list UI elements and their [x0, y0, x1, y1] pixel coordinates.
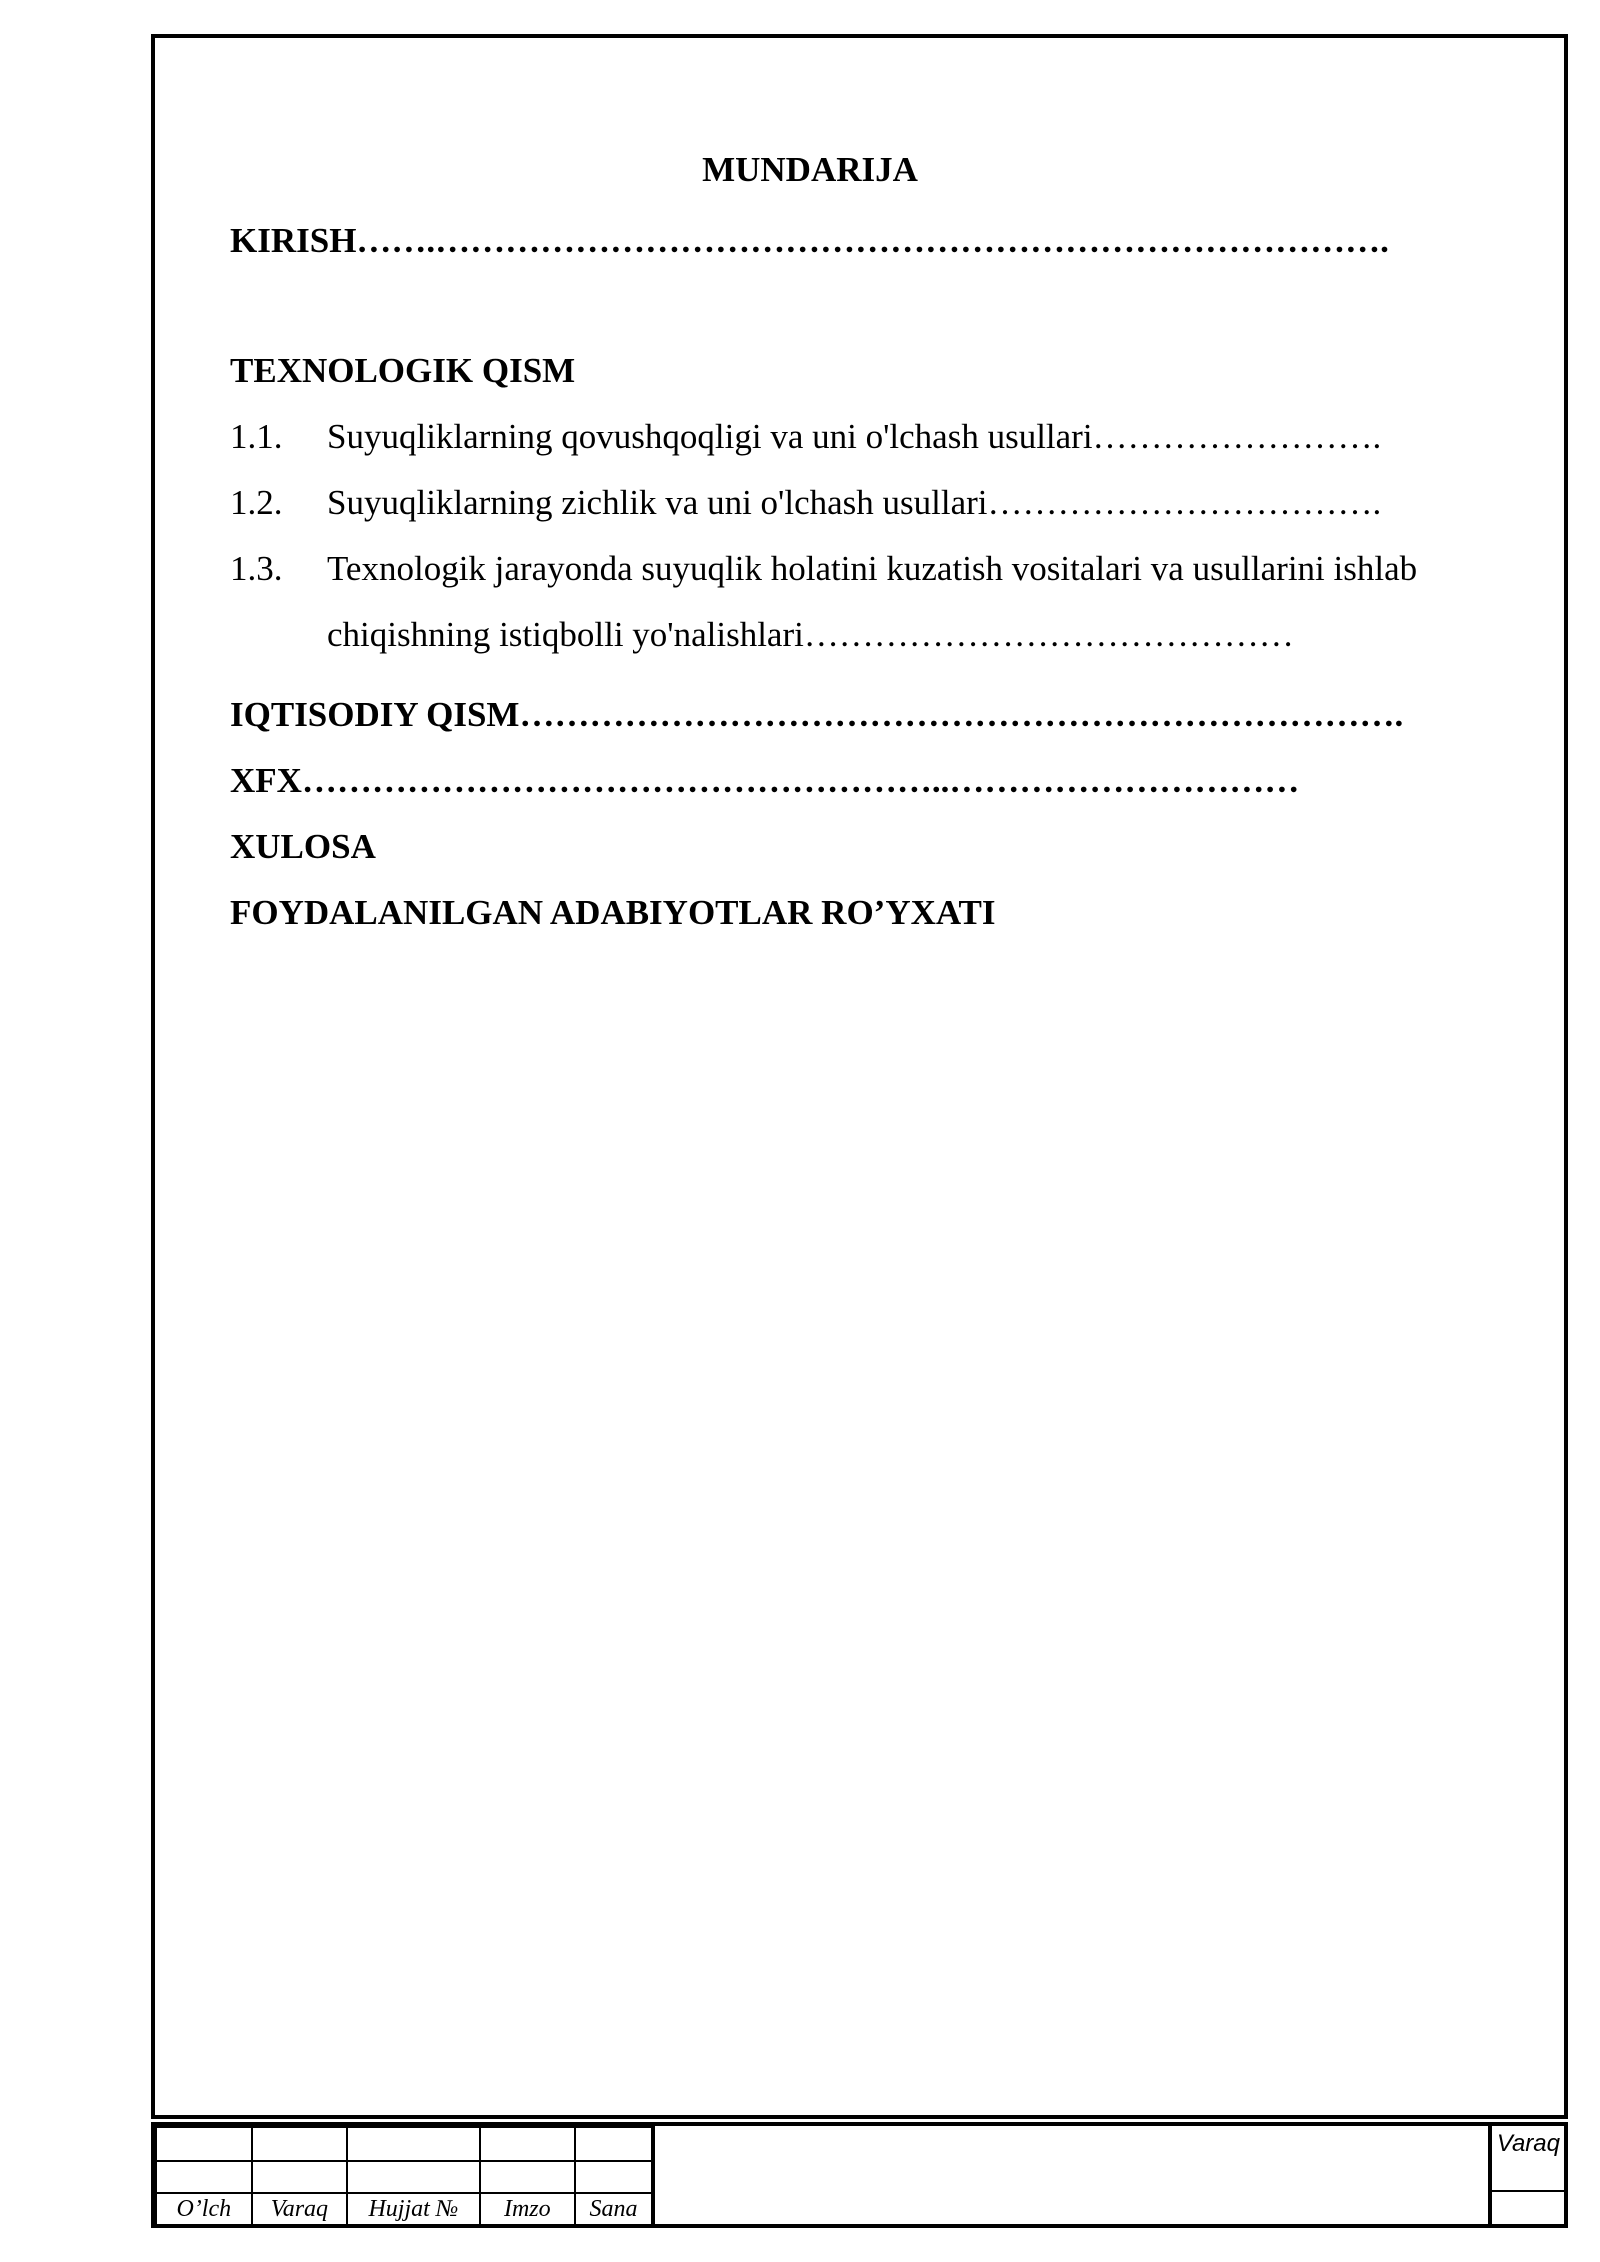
page-title: MUNDARIJA — [702, 150, 918, 189]
sheet-number-box — [1488, 2126, 1564, 2224]
stamp-grid — [155, 2126, 655, 2226]
stamp-header-varaq: Varaq — [252, 2193, 348, 2225]
toc-entry-kirish: KIRISH…….………………………………………………………………………. — [230, 221, 1389, 260]
stamp-header-olch: O’lch — [156, 2193, 252, 2225]
toc-subentry-number: 1.1. — [230, 417, 283, 456]
toc-subentry-text: Texnologik jarayonda suyuqlik holatini kuzatish vositalari va usullarini ishlab chiqishning istiqbolli yo'nalishlari…………………………………… — [327, 549, 1418, 654]
toc-subentry-1-2 — [230, 470, 1530, 536]
toc-subentry-number: 1.2. — [230, 483, 283, 522]
stamp-header-sana: Sana — [575, 2193, 653, 2225]
toc-subentry-text: Suyuqliklarning qovushqoqligi va uni o'lchash usullari……………………. — [327, 417, 1382, 456]
spacer — [230, 274, 1530, 338]
toc-entry-adabiyotlar: FOYDALANILGAN ADABIYOTLAR RO’YXATI — [230, 893, 996, 932]
stamp-header-hujjat: Hujjat № — [347, 2193, 479, 2225]
toc-entry-iqtisodiy: IQTISODIY QISM…………………………………………………………………. — [230, 695, 1404, 734]
toc-subentry-1-3 — [230, 536, 1530, 668]
toc-entry-xulosa: XULOSA — [230, 827, 376, 866]
toc-subentry-1-1 — [230, 404, 1530, 470]
toc-subentry-text: Suyuqliklarning zichlik va uni o'lchash usullari……………………………. — [327, 483, 1382, 522]
toc-subentry-number: 1.3. — [230, 549, 283, 588]
toc-section-texnologik: TEXNOLOGIK QISM — [230, 351, 576, 390]
title-block-stamp — [151, 2122, 1568, 2228]
table-of-contents — [230, 150, 1530, 946]
sheet-label: Varaq — [1492, 2126, 1564, 2192]
toc-entry-xfx: XFX………………………………………………..………………………… — [230, 761, 1300, 800]
stamp-header-imzo: Imzo — [480, 2193, 575, 2225]
